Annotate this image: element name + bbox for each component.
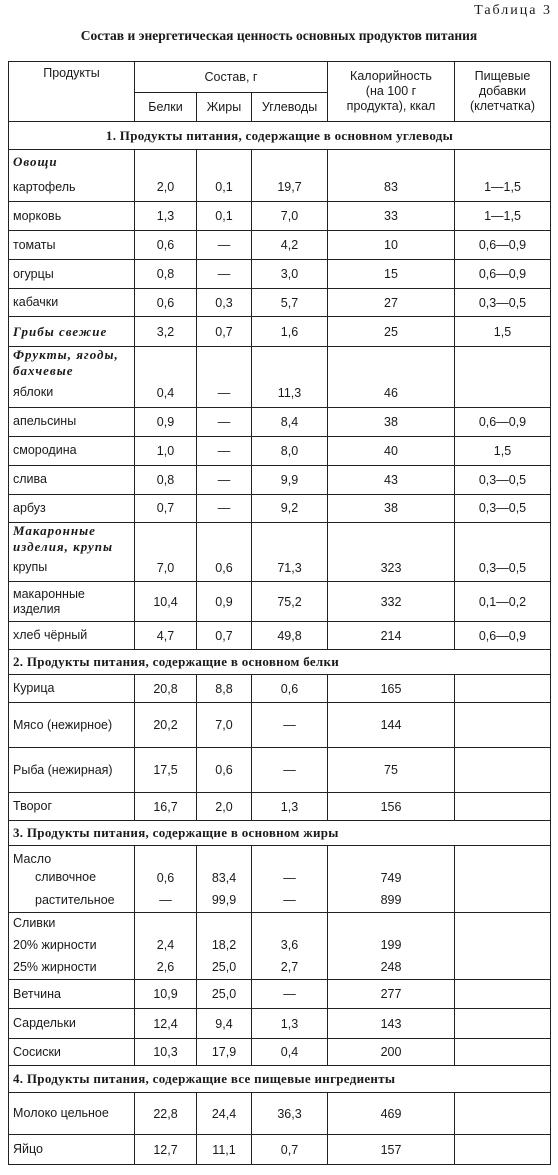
product-cell: Сардельки — [9, 1009, 135, 1039]
carbs-cell: 0,7 — [252, 1135, 328, 1165]
calories-cell: 157 — [328, 1135, 455, 1165]
empty-cell — [197, 150, 252, 174]
calories-cell: 277 — [328, 980, 455, 1009]
fat-cell: 18,2 — [197, 935, 252, 956]
calories-cell: 899 — [328, 889, 455, 913]
protein-cell: 0,6 — [135, 231, 197, 260]
table-row — [9, 174, 551, 202]
fat-cell: 0,1 — [197, 202, 252, 231]
product-cell: томаты — [9, 231, 135, 260]
table-row — [9, 675, 551, 703]
carbs-cell: 0,4 — [252, 1039, 328, 1066]
carbs-cell: 71,3 — [252, 555, 328, 582]
calories-cell — [328, 846, 455, 867]
carbs-cell: 2,7 — [252, 956, 328, 980]
fat-cell: 0,6 — [197, 555, 252, 582]
header-protein: Белки — [135, 93, 197, 122]
carbs-cell: 8,0 — [252, 436, 328, 465]
fiber-cell — [455, 1135, 551, 1165]
protein-cell: 0,8 — [135, 260, 197, 289]
empty-cell — [135, 347, 197, 380]
table-row — [9, 317, 551, 347]
table-title: Состав и энергетическая ценность основных продуктов питания — [80, 28, 478, 43]
protein-cell: 16,7 — [135, 793, 197, 821]
header-composition: Состав, г — [135, 62, 328, 93]
fat-cell: 9,4 — [197, 1009, 252, 1039]
table-number: Таблица 3 — [474, 3, 552, 18]
fat-cell: 0,7 — [197, 317, 252, 347]
product-cell: Ветчина — [9, 980, 135, 1009]
fiber-cell — [455, 846, 551, 867]
empty-cell — [135, 522, 197, 555]
calories-cell: 749 — [328, 867, 455, 889]
empty-cell — [328, 347, 455, 380]
protein-cell: 0,4 — [135, 379, 197, 407]
protein-cell: 0,8 — [135, 465, 197, 494]
table-row — [9, 703, 551, 748]
product-cell: растительное — [9, 889, 135, 913]
fat-cell: 25,0 — [197, 980, 252, 1009]
fiber-cell — [455, 956, 551, 980]
table-row — [9, 202, 551, 231]
protein-cell: 20,8 — [135, 675, 197, 703]
fiber-cell: 1—1,5 — [455, 174, 551, 202]
carbs-cell: — — [252, 867, 328, 889]
header-fat: Жиры — [197, 93, 252, 122]
protein-cell: 10,9 — [135, 980, 197, 1009]
fiber-cell — [455, 913, 551, 935]
table-row — [9, 622, 551, 650]
protein-cell: 10,4 — [135, 582, 197, 622]
protein-cell: 17,5 — [135, 748, 197, 793]
table-row — [9, 913, 551, 935]
calories-cell: 83 — [328, 174, 455, 202]
calories-cell: 27 — [328, 289, 455, 317]
group-row — [9, 150, 551, 174]
product-cell: Молоко цельное — [9, 1093, 135, 1135]
carbs-cell — [252, 846, 328, 867]
calories-cell: 332 — [328, 582, 455, 622]
protein-cell: 12,4 — [135, 1009, 197, 1039]
carbs-cell: 1,6 — [252, 317, 328, 347]
calories-cell: 40 — [328, 436, 455, 465]
fat-cell: — — [197, 465, 252, 494]
fat-cell — [197, 913, 252, 935]
protein-cell: 4,7 — [135, 622, 197, 650]
section-title: 3. Продукты питания, содержащие в основном жиры — [9, 821, 551, 846]
fat-cell — [197, 846, 252, 867]
product-cell: кабачки — [9, 289, 135, 317]
table-row — [9, 289, 551, 317]
fat-cell: 0,3 — [197, 289, 252, 317]
calories-cell: 75 — [328, 748, 455, 793]
fiber-cell — [455, 1009, 551, 1039]
product-cell: апельсины — [9, 407, 135, 436]
fiber-cell — [455, 1039, 551, 1066]
fiber-cell — [455, 1093, 551, 1135]
table-row — [9, 748, 551, 793]
fiber-cell — [455, 980, 551, 1009]
fiber-cell — [455, 379, 551, 407]
fat-cell: — — [197, 407, 252, 436]
empty-cell — [197, 522, 252, 555]
protein-cell — [135, 913, 197, 935]
carbs-cell — [252, 913, 328, 935]
fiber-cell: 0,3—0,5 — [455, 494, 551, 522]
calories-cell: 33 — [328, 202, 455, 231]
table-row — [9, 465, 551, 494]
group-row — [9, 347, 551, 380]
calories-cell: 165 — [328, 675, 455, 703]
protein-cell — [135, 846, 197, 867]
calories-cell: 200 — [328, 1039, 455, 1066]
calories-cell: 323 — [328, 555, 455, 582]
fiber-cell — [455, 748, 551, 793]
fat-cell: 2,0 — [197, 793, 252, 821]
protein-cell: 1,3 — [135, 202, 197, 231]
empty-cell — [328, 522, 455, 555]
group-title: Овощи — [9, 150, 135, 174]
carbs-cell: 11,3 — [252, 379, 328, 407]
carbs-cell: 1,3 — [252, 793, 328, 821]
protein-cell: 0,7 — [135, 494, 197, 522]
protein-cell: 12,7 — [135, 1135, 197, 1165]
fiber-cell — [455, 675, 551, 703]
fiber-cell: 0,3—0,5 — [455, 555, 551, 582]
carbs-cell: 0,6 — [252, 675, 328, 703]
table-row — [9, 260, 551, 289]
carbs-cell: 8,4 — [252, 407, 328, 436]
group-title: Макаронные изделия, крупы — [9, 522, 135, 555]
carbs-cell: 75,2 — [252, 582, 328, 622]
nutrition-table — [8, 61, 551, 1165]
fiber-cell — [455, 793, 551, 821]
product-cell: картофель — [9, 174, 135, 202]
carbs-cell: 4,2 — [252, 231, 328, 260]
group-row — [9, 522, 551, 555]
fiber-cell — [455, 935, 551, 956]
protein-cell: 10,3 — [135, 1039, 197, 1066]
carbs-cell: 5,7 — [252, 289, 328, 317]
fiber-cell: 0,6—0,9 — [455, 622, 551, 650]
table-row — [9, 231, 551, 260]
product-cell: Масло — [9, 846, 135, 867]
calories-cell: 143 — [328, 1009, 455, 1039]
product-cell: Грибы свежие — [9, 317, 135, 347]
product-cell: смородина — [9, 436, 135, 465]
product-cell: 20% жирности — [9, 935, 135, 956]
protein-cell: 2,4 — [135, 935, 197, 956]
product-cell: яблоки — [9, 379, 135, 407]
empty-cell — [197, 347, 252, 380]
empty-cell — [328, 150, 455, 174]
carbs-cell: — — [252, 889, 328, 913]
fat-cell: 0,1 — [197, 174, 252, 202]
calories-cell: 10 — [328, 231, 455, 260]
fat-cell: — — [197, 379, 252, 407]
carbs-cell: — — [252, 703, 328, 748]
protein-cell: 0,6 — [135, 867, 197, 889]
calories-cell: 156 — [328, 793, 455, 821]
carbs-cell: 7,0 — [252, 202, 328, 231]
calories-cell: 15 — [328, 260, 455, 289]
calories-cell — [328, 913, 455, 935]
fat-cell: 7,0 — [197, 703, 252, 748]
calories-cell: 25 — [328, 317, 455, 347]
table-body — [9, 122, 551, 1165]
fiber-cell: 0,3—0,5 — [455, 289, 551, 317]
carbs-cell: 1,3 — [252, 1009, 328, 1039]
section-row — [9, 1066, 551, 1093]
fiber-cell: 0,1—0,2 — [455, 582, 551, 622]
carbs-cell: 3,6 — [252, 935, 328, 956]
table-row — [9, 436, 551, 465]
fiber-cell: 0,6—0,9 — [455, 407, 551, 436]
calories-cell: 214 — [328, 622, 455, 650]
table-row — [9, 935, 551, 956]
product-cell: слива — [9, 465, 135, 494]
section-title: 2. Продукты питания, содержащие в основном белки — [9, 650, 551, 675]
protein-cell: 2,0 — [135, 174, 197, 202]
empty-cell — [252, 347, 328, 380]
carbs-cell: 9,2 — [252, 494, 328, 522]
product-cell: 25% жирности — [9, 956, 135, 980]
protein-cell: 0,6 — [135, 289, 197, 317]
protein-cell: 1,0 — [135, 436, 197, 465]
calories-cell: 199 — [328, 935, 455, 956]
protein-cell: 20,2 — [135, 703, 197, 748]
fiber-cell — [455, 703, 551, 748]
fiber-cell: 0,6—0,9 — [455, 231, 551, 260]
section-row — [9, 650, 551, 675]
product-cell: Творог — [9, 793, 135, 821]
product-cell: хлеб чёрный — [9, 622, 135, 650]
table-row — [9, 582, 551, 622]
empty-cell — [135, 150, 197, 174]
fat-cell: — — [197, 494, 252, 522]
table-row — [9, 1009, 551, 1039]
fat-cell: 8,8 — [197, 675, 252, 703]
calories-cell: 248 — [328, 956, 455, 980]
calories-cell: 38 — [328, 407, 455, 436]
protein-cell: — — [135, 889, 197, 913]
fat-cell: — — [197, 436, 252, 465]
product-cell: сливочное — [9, 867, 135, 889]
product-cell: Мясо (нежирное) — [9, 703, 135, 748]
table-row — [9, 407, 551, 436]
fat-cell: — — [197, 260, 252, 289]
fat-cell: 83,4 — [197, 867, 252, 889]
protein-cell: 0,9 — [135, 407, 197, 436]
product-cell: арбуз — [9, 494, 135, 522]
fat-cell: 99,9 — [197, 889, 252, 913]
empty-cell — [455, 347, 551, 380]
protein-cell: 3,2 — [135, 317, 197, 347]
carbs-cell: 36,3 — [252, 1093, 328, 1135]
product-cell: Курица — [9, 675, 135, 703]
empty-cell — [252, 150, 328, 174]
section-title: 1. Продукты питания, содержащие в основном углеводы — [9, 122, 551, 150]
product-cell: крупы — [9, 555, 135, 582]
calories-cell: 43 — [328, 465, 455, 494]
table-row — [9, 889, 551, 913]
carbs-cell: — — [252, 980, 328, 1009]
fat-cell: 0,7 — [197, 622, 252, 650]
fiber-cell: 1,5 — [455, 317, 551, 347]
empty-cell — [252, 522, 328, 555]
empty-cell — [455, 522, 551, 555]
calories-cell: 46 — [328, 379, 455, 407]
fiber-cell: 1—1,5 — [455, 202, 551, 231]
fiber-cell — [455, 889, 551, 913]
fat-cell: 0,9 — [197, 582, 252, 622]
table-row — [9, 846, 551, 867]
protein-cell: 22,8 — [135, 1093, 197, 1135]
carbs-cell: 19,7 — [252, 174, 328, 202]
fiber-cell — [455, 867, 551, 889]
product-cell: Яйцо — [9, 1135, 135, 1165]
product-cell: Сосиски — [9, 1039, 135, 1066]
fat-cell: 24,4 — [197, 1093, 252, 1135]
fiber-cell: 0,3—0,5 — [455, 465, 551, 494]
table-row — [9, 379, 551, 407]
group-title: Фрукты, ягоды, бахчевые — [9, 347, 135, 380]
empty-cell — [455, 150, 551, 174]
calories-cell: 144 — [328, 703, 455, 748]
carbs-cell: — — [252, 748, 328, 793]
fat-cell: 11,1 — [197, 1135, 252, 1165]
calories-cell: 38 — [328, 494, 455, 522]
carbs-cell: 9,9 — [252, 465, 328, 494]
calories-cell: 469 — [328, 1093, 455, 1135]
protein-cell: 7,0 — [135, 555, 197, 582]
table-row — [9, 867, 551, 889]
carbs-cell: 3,0 — [252, 260, 328, 289]
header-fiber: Пищевые добавки (клетчатка) — [455, 62, 551, 122]
fiber-cell: 0,6—0,9 — [455, 260, 551, 289]
product-cell: морковь — [9, 202, 135, 231]
carbs-cell: 49,8 — [252, 622, 328, 650]
product-cell: макаронные изделия — [9, 582, 135, 622]
table-row — [9, 793, 551, 821]
table-row — [9, 1093, 551, 1135]
protein-cell: 2,6 — [135, 956, 197, 980]
fat-cell: — — [197, 231, 252, 260]
table-row — [9, 555, 551, 582]
header-carbs: Углеводы — [252, 93, 328, 122]
table-row — [9, 980, 551, 1009]
section-row — [9, 122, 551, 150]
product-cell: огурцы — [9, 260, 135, 289]
header-calories: Калорийность (на 100 г продукта), ккал — [328, 62, 455, 122]
section-row — [9, 821, 551, 846]
section-title: 4. Продукты питания, содержащие все пищевые ингредиенты — [9, 1066, 551, 1093]
fat-cell: 0,6 — [197, 748, 252, 793]
header-product: Продукты — [9, 62, 135, 122]
table-row — [9, 494, 551, 522]
table-row — [9, 1135, 551, 1165]
fat-cell: 17,9 — [197, 1039, 252, 1066]
product-cell: Рыба (нежирная) — [9, 748, 135, 793]
table-row — [9, 956, 551, 980]
table-row — [9, 1039, 551, 1066]
fat-cell: 25,0 — [197, 956, 252, 980]
fiber-cell: 1,5 — [455, 436, 551, 465]
product-cell: Сливки — [9, 913, 135, 935]
